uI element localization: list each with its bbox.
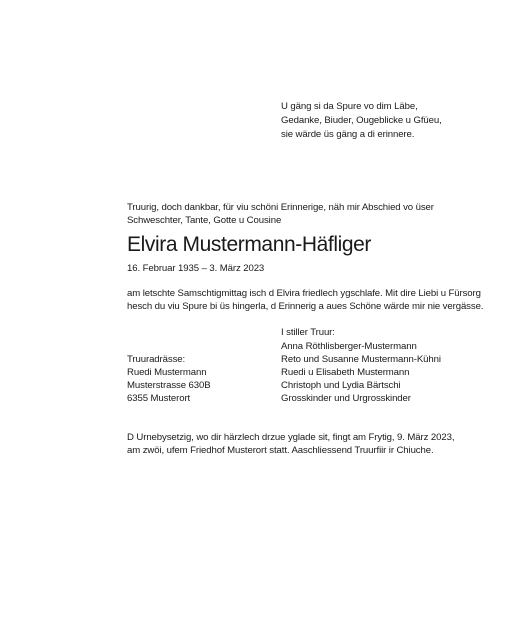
message-line: hesch du viu Spure bi üs hingerla, d Erinnerig a aues Schöne wärde mir nie vergässe. — [127, 301, 484, 312]
mourner-name: Grosskinder und Urgrosskinder — [281, 393, 411, 404]
funeral-line: D Urnebysetzig, wo dir härzlech drzue yglade sit, fingt am Frytig, 9. März 2023, — [127, 432, 455, 443]
message-line: am letschte Samschtigmittag isch d Elvira friedlech ygschlafe. Mit dire Liebi u Fürsorg — [127, 288, 481, 299]
mourner-name: Christoph und Lydia Bärtschi — [281, 380, 401, 391]
poem-line: U gäng si da Spure vo dim Läbe, — [281, 101, 418, 112]
address-line: Ruedi Mustermann — [127, 367, 207, 378]
funeral-line: am zwöi, ufem Friedhof Musterort statt. Aaschliessend Truurfiir ir Chiuche. — [127, 445, 434, 456]
deceased-name: Elvira Mustermann-Häfliger — [127, 233, 372, 256]
mourners-heading: I stiller Truur: — [281, 327, 335, 338]
mourner-name: Ruedi u Elisabeth Mustermann — [281, 367, 410, 378]
intro-line: Schweschter, Tante, Gotte u Cousine — [127, 215, 282, 226]
address-line: 6355 Musterort — [127, 393, 191, 404]
deceased-dates: 16. Februar 1935 – 3. März 2023 — [127, 263, 265, 274]
mourner-name: Anna Röthlisberger-Mustermann — [281, 341, 417, 352]
intro-line: Truurig, doch dankbar, für viu schöni Erinnerige, näh mir Abschied vo üser — [127, 202, 434, 213]
address-label: Truuradrässe: — [127, 354, 186, 365]
poem-line: sie wärde üs gäng a di erinnere. — [281, 129, 415, 140]
mourner-name: Reto und Susanne Mustermann-Kühni — [281, 354, 441, 365]
address-line: Musterstrasse 630B — [127, 380, 211, 391]
poem-line: Gedanke, Biuder, Ougeblicke u Gfüeu, — [281, 115, 442, 126]
